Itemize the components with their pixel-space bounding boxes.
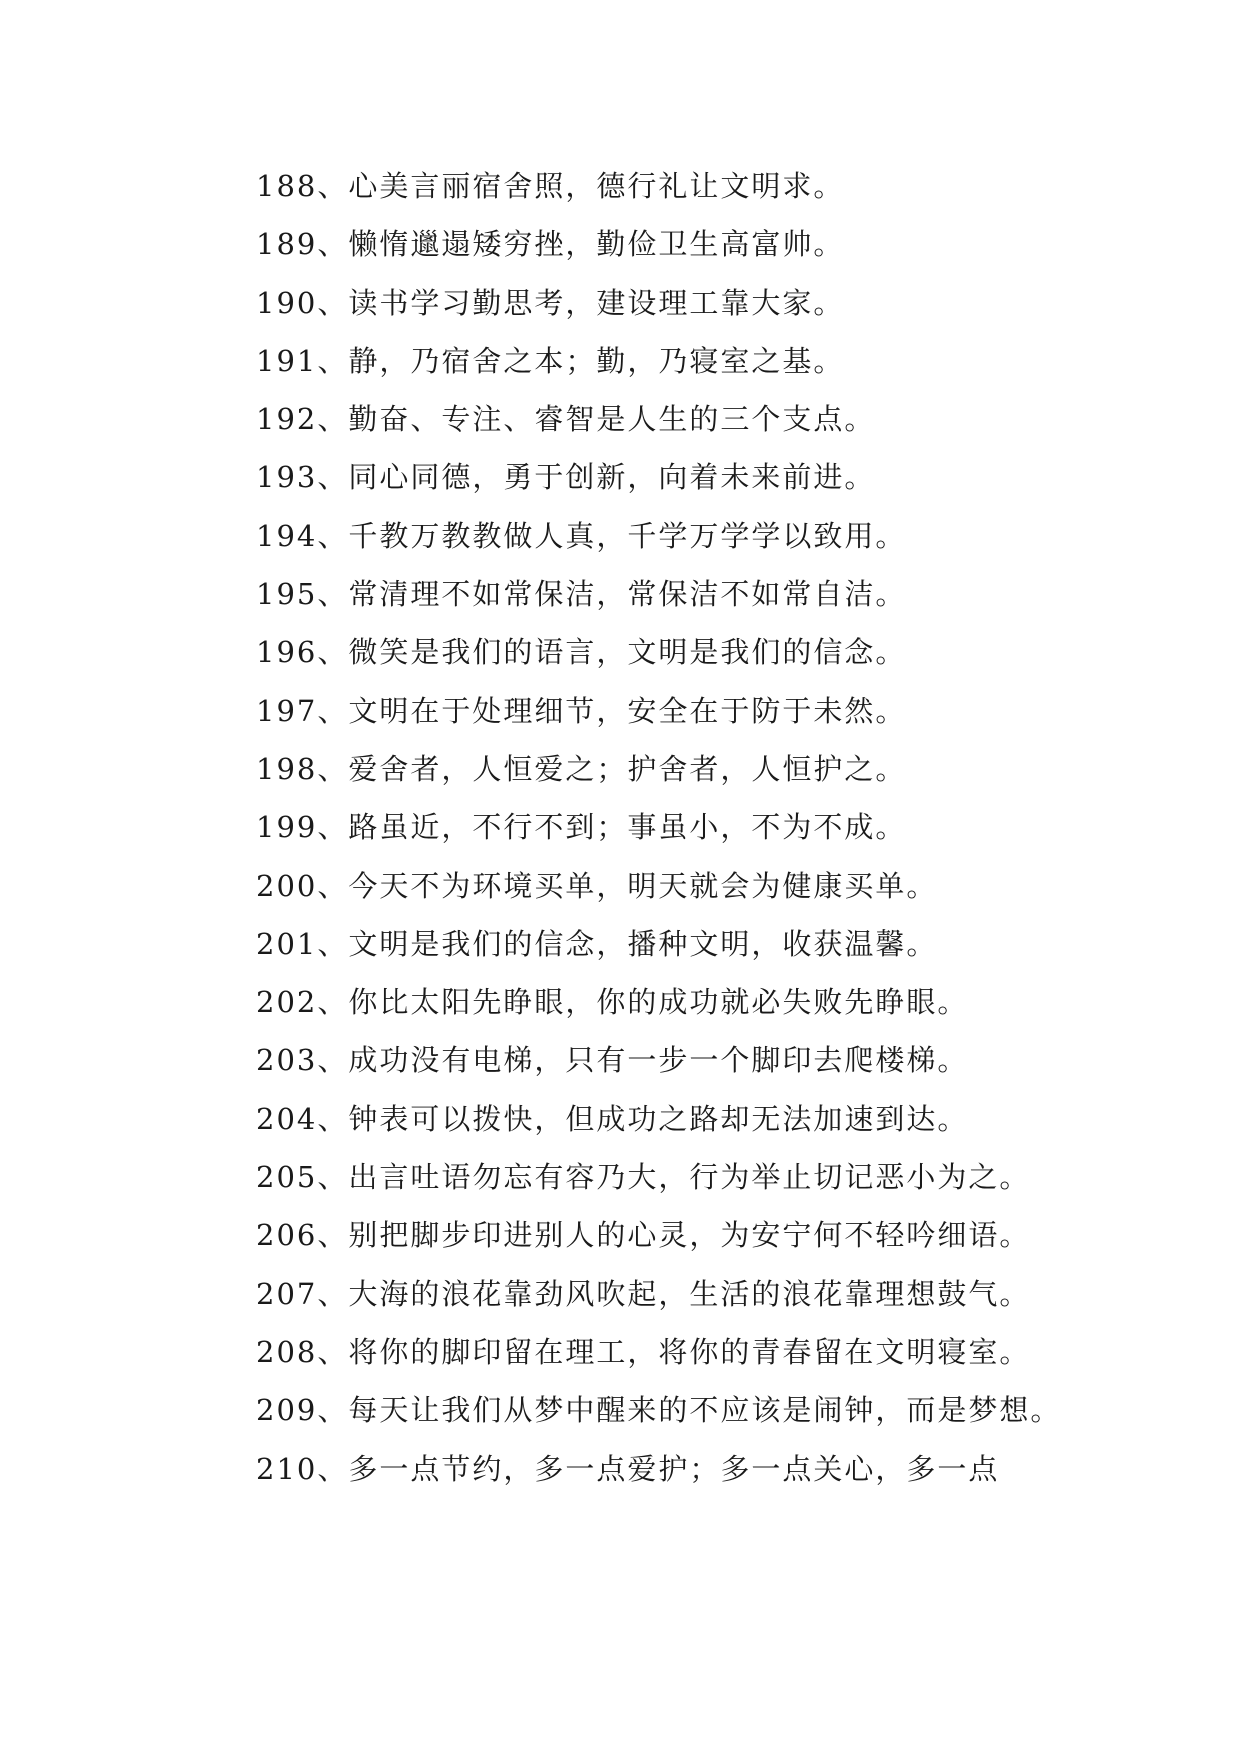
slogan-201: 201、文明是我们的信念，播种文明，收获温馨。 (256, 926, 938, 961)
slogan-list (192, 157, 1072, 1498)
slogan-197: 197、文明在于处理细节，安全在于防于未然。 (256, 693, 907, 728)
slogan-208: 208、将你的脚印留在理工，将你的青春留在文明寝室。 (256, 1334, 1031, 1369)
slogan-202: 202、你比太阳先睁眼，你的成功就必失败先睁眼。 (256, 985, 969, 1020)
slogan-192: 192、勤奋、专注、睿智是人生的三个支点。 (256, 402, 876, 437)
slogan-204: 204、钟表可以拨快，但成功之路却无法加速到达。 (256, 1101, 969, 1136)
slogan-203: 203、成功没有电梯，只有一步一个脚印去爬楼梯。 (256, 1043, 969, 1078)
slogan-200: 200、今天不为环境买单，明天就会为健康买单。 (256, 868, 938, 903)
slogan-189: 189、懒惰邋遢矮穷挫，勤俭卫生高富帅。 (256, 227, 845, 262)
slogan-205: 205、出言吐语勿忘有容乃大，行为举止切记恶小为之。 (256, 1160, 1031, 1195)
slogan-209: 209、每天让我们从梦中醒来的不应该是闹钟，而是梦想。 (256, 1393, 1062, 1428)
slogan-188: 188、心美言丽宿舍照，德行礼让文明求。 (256, 169, 845, 203)
slogan-191: 191、静，乃宿舍之本；勤，乃寝室之基。 (256, 343, 845, 378)
slogan-210: 210、多一点节约，多一点爱护；多一点关心，多一点 (256, 1451, 1000, 1486)
slogan-193: 193、同心同德，勇于创新，向着未来前进。 (256, 460, 876, 495)
slogan-198: 198、爱舍者，人恒爱之；护舍者，人恒护之。 (256, 751, 907, 786)
slogan-190: 190、读书学习勤思考，建设理工靠大家。 (256, 285, 845, 320)
slogan-196: 196、微笑是我们的语言，文明是我们的信念。 (256, 635, 907, 670)
slogan-199: 199、路虽近，不行不到；事虽小，不为不成。 (256, 810, 907, 845)
slogan-207: 207、大海的浪花靠劲风吹起，生活的浪花靠理想鼓气。 (256, 1276, 1031, 1311)
slogan-195: 195、常清理不如常保洁，常保洁不如常自洁。 (256, 577, 907, 612)
slogan-194: 194、千教万教教做人真，千学万学学以致用。 (256, 518, 907, 553)
slogan-206: 206、别把脚步印进别人的心灵，为安宁何不轻吟细语。 (256, 1218, 1031, 1253)
